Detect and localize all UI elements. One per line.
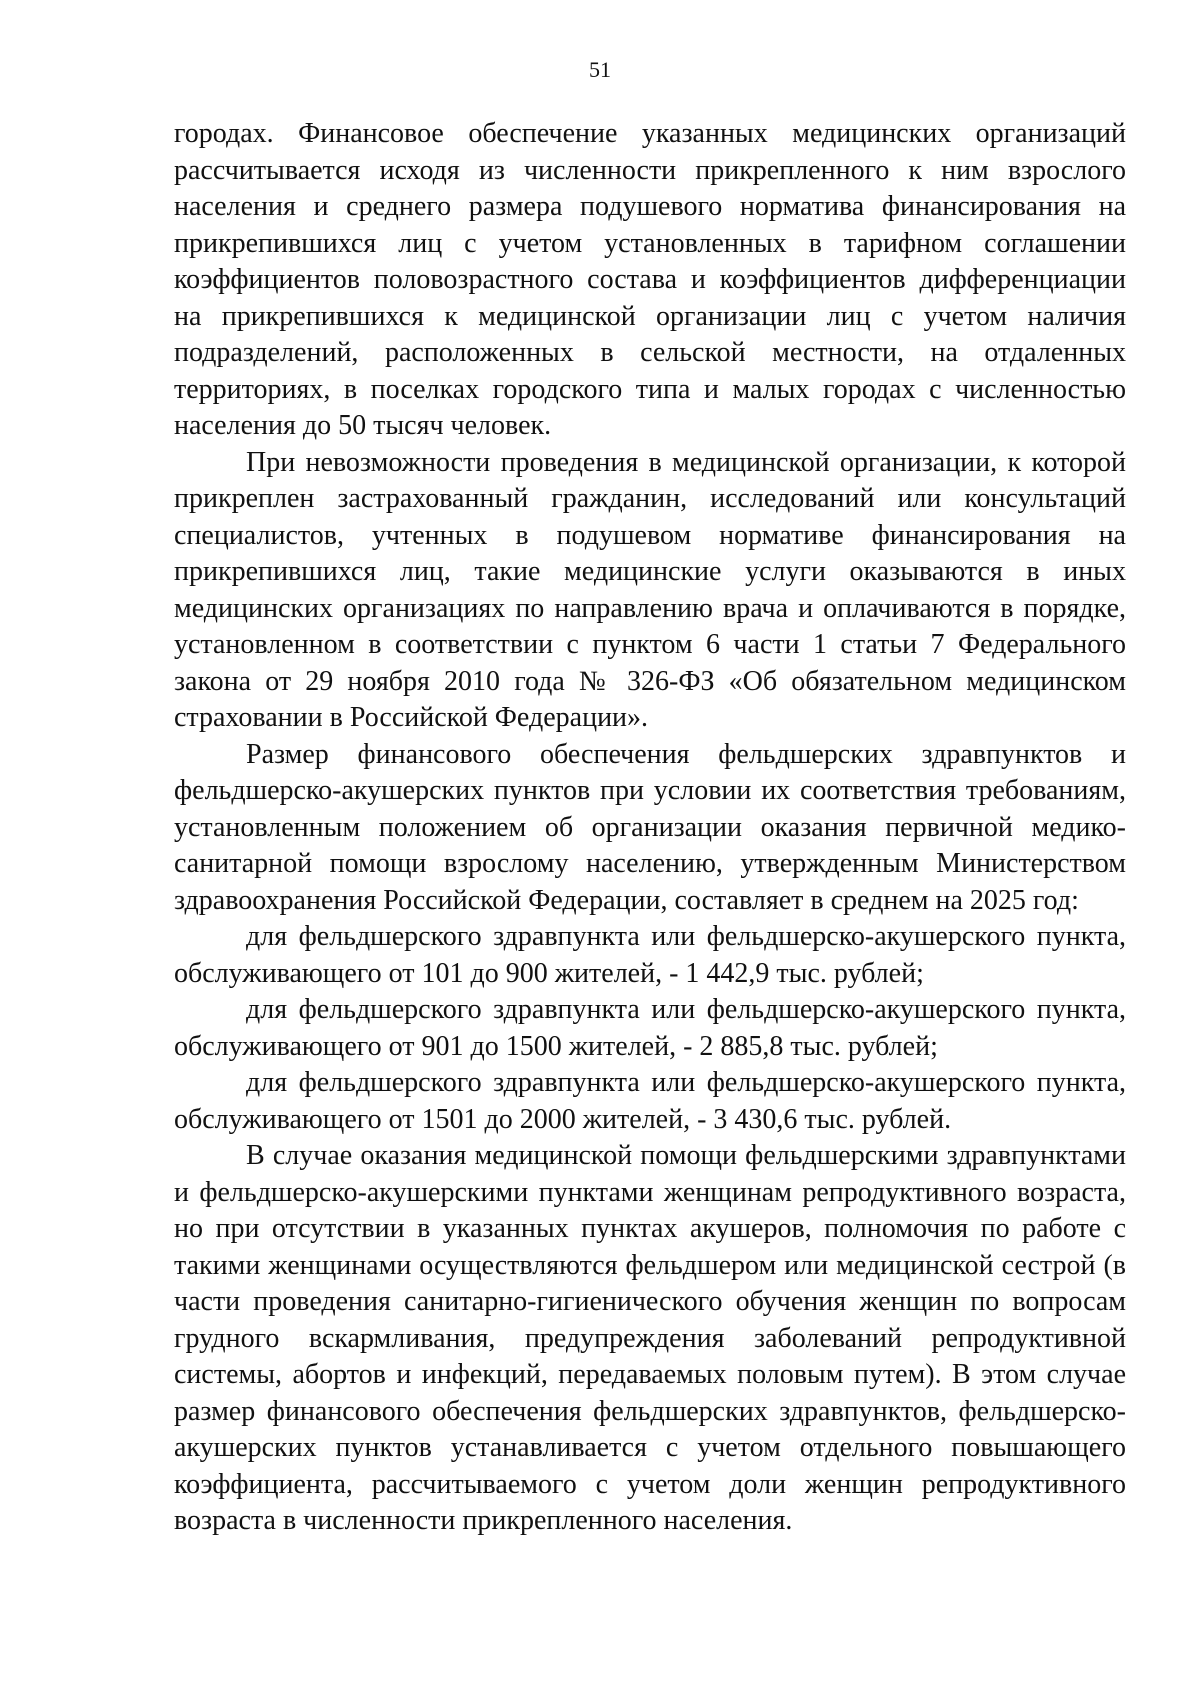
paragraph-continuation: городах. Финансовое обеспечение указанных медицинских организаций рассчитывается исходя из численности прикрепленного к ним взрослого населения и среднего размера подушевого норматива финансирования на прикрепившихся лиц с учетом установленных в тарифном соглашении коэффициентов половозрастного состава и коэффициентов дифференциации на прикрепившихся к медицинской организации лиц с учетом наличия подразделений, расположенных в сельской местности, на отдаленных территориях, в поселках городского типа и малых городах с численностью населения до 50 тысяч человек.	[174, 118, 1126, 441]
list-item-901-1500: для фельдшерского здравпункта или фельдшерско-акушерского пункта, обслуживающего от 901 до 1500 жителей, - 2 885,8 тыс. рублей;	[174, 994, 1126, 1062]
paragraph-consultations: При невозможности проведения в медицинской организации, к которой прикреплен застрахованный гражданин, исследований или консультаций специалистов, учтенных в подушевом нормативе финансирования на прикрепившихся лиц, такие медицинские услуги оказываются в иных медицинских организациях по направлению врача и оплачиваются в порядке, установленном в соответствии с пунктом 6 части 1 статьи 7 Федерального закона от 29 ноября 2010 года № 326-ФЗ «Об обязательном медицинском страховании в Российской Федерации».	[174, 446, 1126, 733]
paragraph-reproductive-age: В случае оказания медицинской помощи фельдшерскими здравпунктами и фельдшерско-акушерскими пунктами женщинам репродуктивного возраста, но при отсутствии в указанных пунктах акушеров, полномочия по работе с такими женщинами осуществляются фельдшером или медицинской сестрой (в части проведения санитарно-гигиенического обучения женщин по вопросам грудного вскармливания, предупреждения заболеваний репродуктивной системы, абортов и инфекций, передаваемых половым путем). В этом случае размер финансового обеспечения фельдшерских здравпунктов, фельдшерско-акушерских пунктов устанавливается с учетом отдельного повышающего коэффициента, рассчитываемого с учетом доли женщин репродуктивного возраста в численности прикрепленного населения.	[174, 1140, 1126, 1536]
list-item-101-900: для фельдшерского здравпункта или фельдшерско-акушерского пункта, обслуживающего от 101 до 900 жителей, - 1 442,9 тыс. рублей;	[174, 921, 1126, 989]
list-item-1501-2000: для фельдшерского здравпункта или фельдшерско-акушерского пункта, обслуживающего от 1501 до 2000 жителей, - 3 430,6 тыс. рублей.	[174, 1067, 1126, 1135]
paragraph-fap-funding: Размер финансового обеспечения фельдшерских здравпунктов и фельдшерско-акушерских пунктов при условии их соответствия требованиям, установленным положением об организации оказания первичной медико-санитарной помощи взрослому населению, утвержденным Министерством здравоохранения Российской Федерации, составляет в среднем на 2025 год:	[174, 738, 1126, 916]
document-body	[174, 116, 1126, 1540]
page-number: 51	[589, 57, 611, 82]
